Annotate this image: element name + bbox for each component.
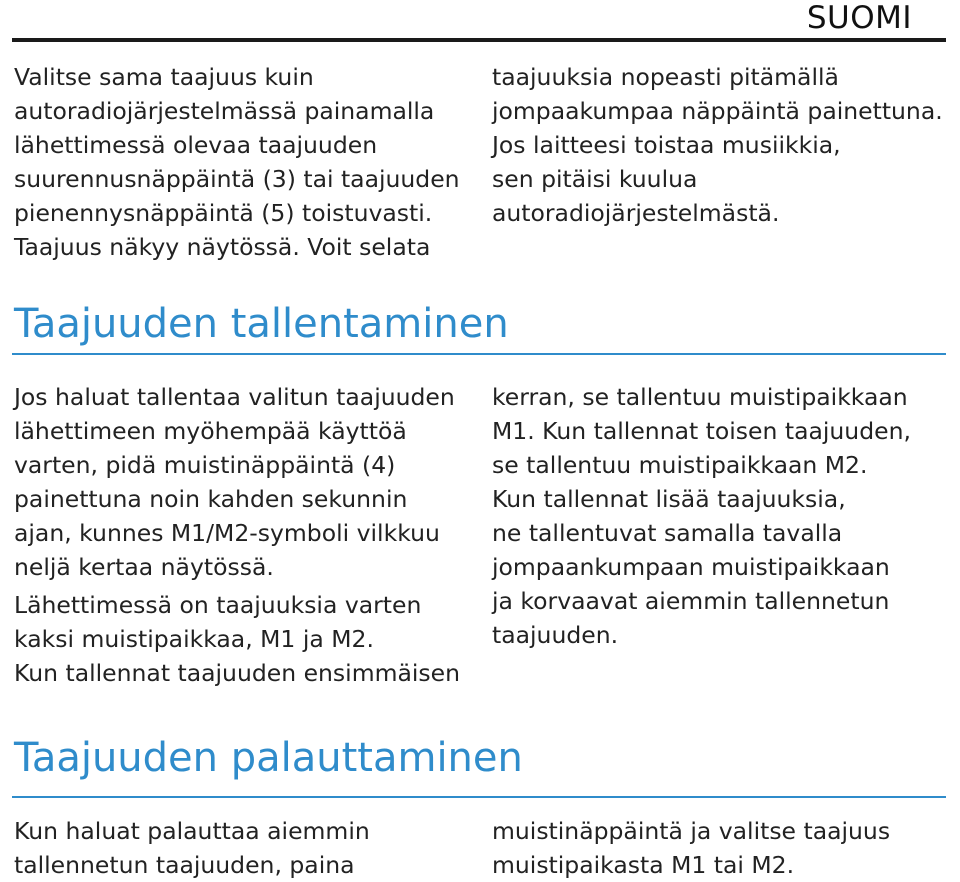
- section-rule-save: [12, 353, 946, 355]
- save-right-paragraph: kerran, se tallentuu muistipaikkaan M1. Kun tallennat toisen taajuuden, se tallentuu muistipaikkaan M2. Kun tallennat lisää taajuuksia, ne tallentuvat samalla tavalla jompaankumpaan muistipaikkaan ja korvaavat aiemmin tallennetun taajuuden.: [492, 383, 911, 649]
- section-rule-restore: [12, 796, 946, 798]
- save-right-column: [492, 380, 911, 652]
- section-heading-restore: Taajuuden palauttaminen: [14, 735, 523, 781]
- language-label: SUOMI: [806, 0, 912, 36]
- restore-left-paragraph: Kun haluat palauttaa aiemmin tallennetun taajuuden, paina: [14, 817, 370, 879]
- restore-right-paragraph: muistinäppäintä ja valitse taajuus muistipaikasta M1 tai M2.: [492, 817, 891, 879]
- section-heading-save: Taajuuden tallentaminen: [14, 301, 509, 347]
- intro-right-paragraph: taajuuksia nopeasti pitämällä jompaakumpaa näppäintä painettuna. Jos laitteesi toistaa musiikkia, sen pitäisi kuulua autoradiojärjestelmästä.: [492, 63, 943, 227]
- save-left-paragraph-1: Jos haluat tallentaa valitun taajuuden lähettimeen myöhempää käyttöä varten, pidä muistinäppäintä (4) painettuna noin kahden sekunnin ajan, kunnes M1/M2-symboli vilkkuu neljä kertaa näytössä.: [14, 383, 455, 581]
- restore-right-column: [492, 814, 890, 882]
- save-left-column: [14, 380, 460, 690]
- intro-left-paragraph: Valitse sama taajuus kuin autoradiojärjestelmässä painamalla lähettimessä olevaa taajuuden suurennusnäppäintä (3) tai taajuuden pienennysnäppäintä (5) toistuvasti. Taajuus näkyy näytössä. Voit selata: [14, 63, 460, 261]
- restore-left-column: [14, 814, 370, 882]
- intro-left-column: [14, 60, 460, 264]
- save-left-paragraph-2: Lähettimessä on taajuuksia varten kaksi muistipaikkaa, M1 ja M2. Kun tallennat taajuuden ensimmäisen: [14, 591, 461, 687]
- intro-right-column: [492, 60, 943, 230]
- header-rule: [12, 38, 946, 42]
